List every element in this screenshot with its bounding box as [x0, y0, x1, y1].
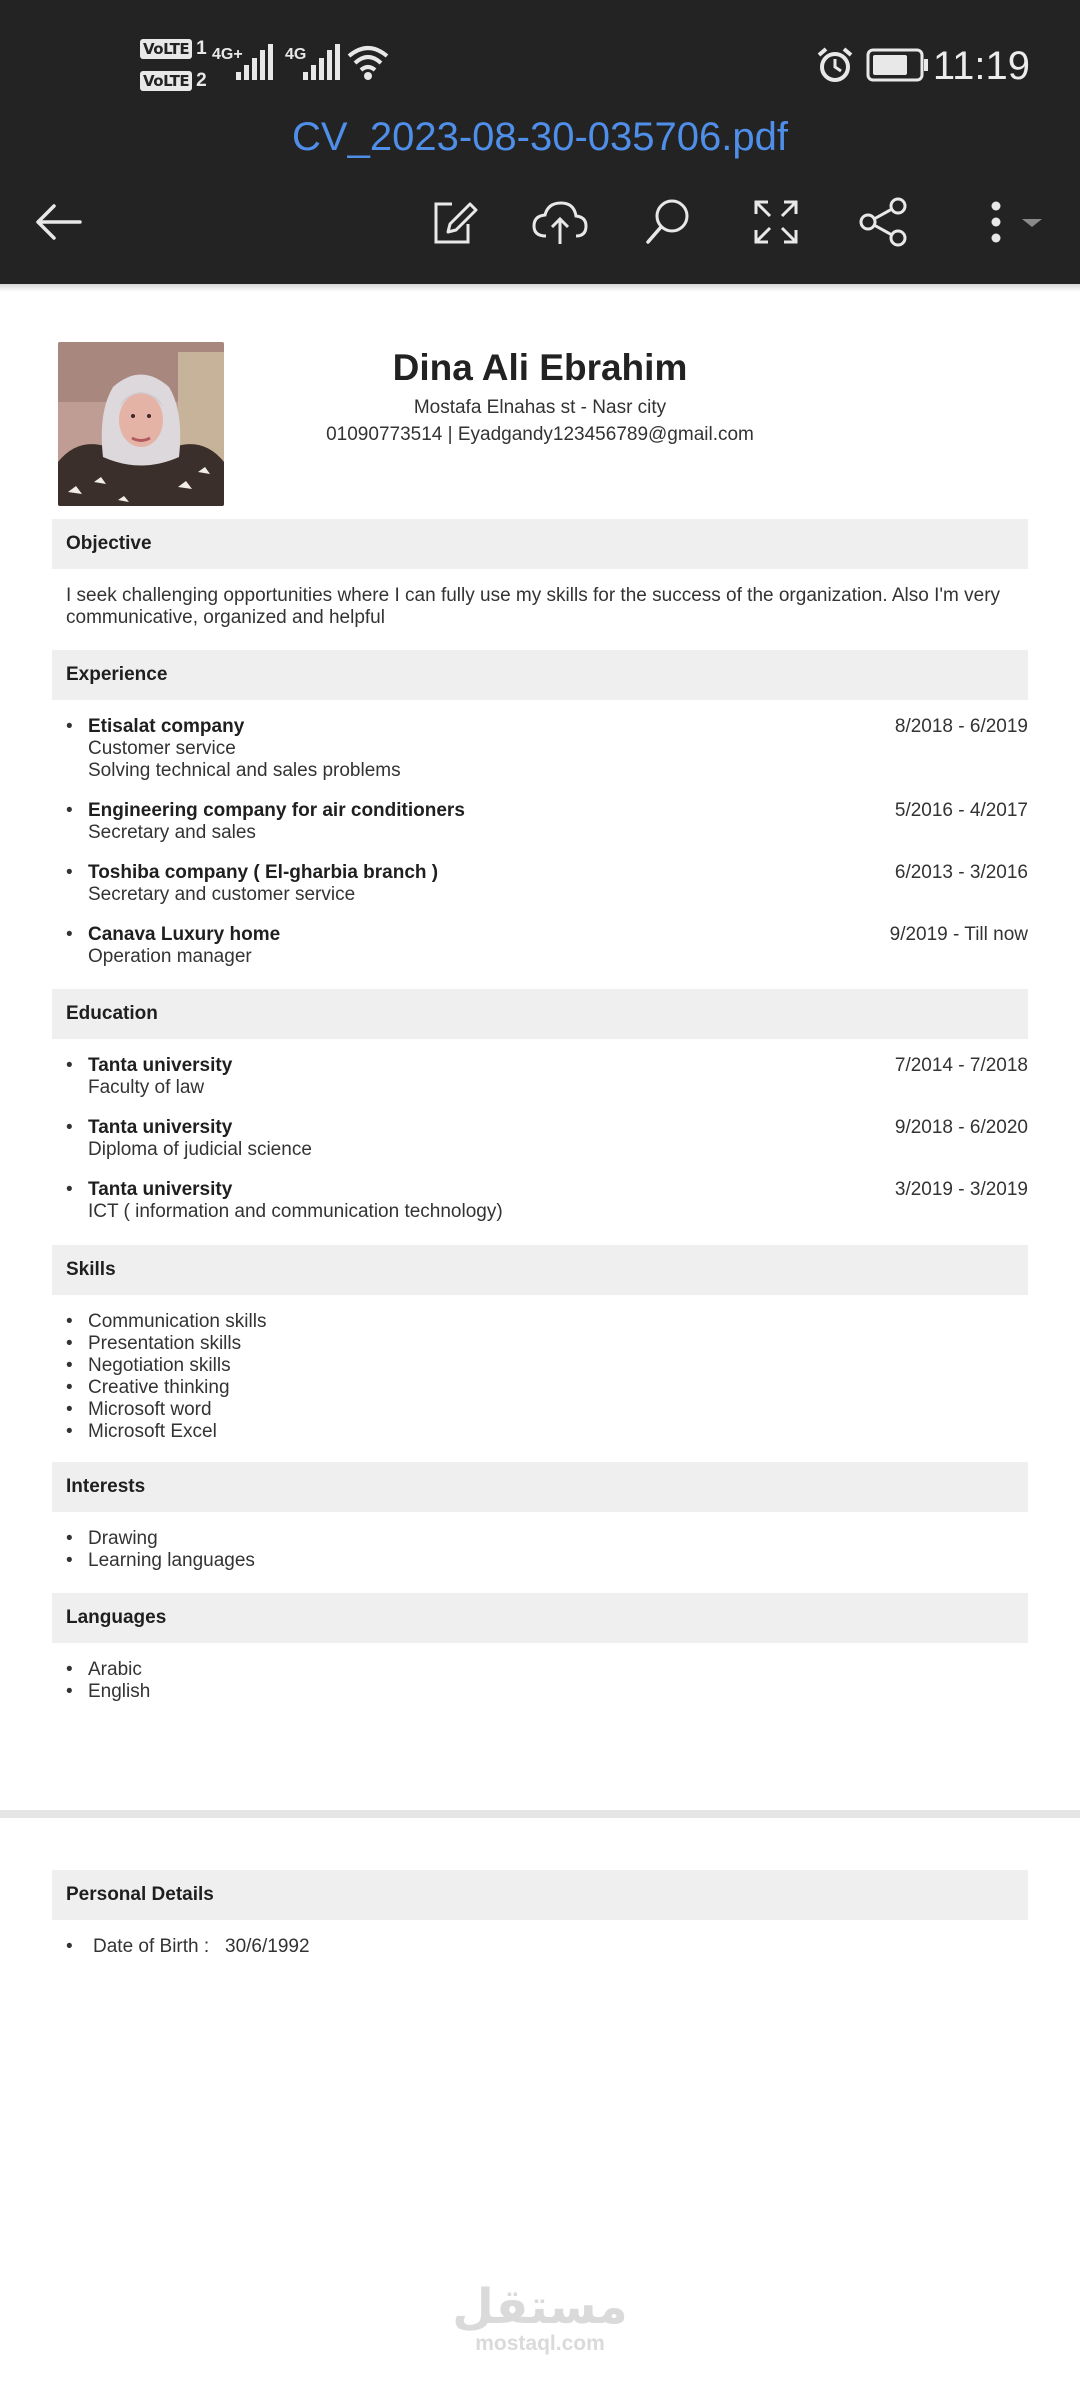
watermark-latin: mostaql.com [475, 2332, 605, 2355]
cv-name: Dina Ali Ebrahim [392, 347, 688, 388]
wifi-icon [346, 42, 390, 82]
bullet: • [66, 1179, 73, 1200]
cloud-upload-icon [530, 194, 590, 250]
bullet: • [66, 716, 73, 737]
section-skills [52, 1245, 1028, 1443]
fullscreen-icon [748, 194, 804, 250]
edit-button[interactable] [422, 190, 486, 254]
education-item [66, 1055, 1028, 1099]
education-item [66, 1179, 1028, 1223]
experience-date: 9/2019 - Till now [889, 924, 1028, 945]
net2-type: 4G [285, 46, 307, 63]
clock: 11:19 [932, 44, 1030, 88]
language-item: • Arabic [66, 1659, 1028, 1681]
education-program: ICT ( information and communication technology) [88, 1201, 503, 1222]
personal-list [52, 1936, 1028, 1958]
sim2-volte-label: VoLTE [140, 71, 192, 91]
education-program: Faculty of law [88, 1077, 205, 1098]
experience-role: Secretary and customer service [88, 884, 356, 905]
education-item [66, 1117, 1028, 1161]
bullet: • [66, 1055, 73, 1076]
skill-item: • Microsoft Excel [66, 1421, 1028, 1443]
experience-org: Etisalat company [88, 716, 245, 737]
cv-contact: 01090773514 | Eyadgandy123456789@gmail.com [326, 424, 754, 445]
dob-value: 30/6/1992 [225, 1936, 310, 1957]
section-heading: Languages [52, 1593, 1028, 1643]
education-institution: Tanta university [88, 1179, 233, 1200]
share-icon [856, 194, 912, 250]
education-program: Diploma of judicial science [88, 1139, 312, 1160]
education-date: 7/2014 - 7/2018 [894, 1055, 1028, 1076]
cv-header [260, 342, 820, 448]
sim2-slot: 2 [196, 70, 207, 91]
sim2-volte [140, 68, 206, 94]
skill-item: • Microsoft word [66, 1399, 1028, 1421]
section-heading: Education [52, 989, 1028, 1039]
dob-label: Date of Birth : [93, 1936, 210, 1957]
section-personal-details [52, 1870, 1028, 1958]
sim1-slot: 1 [196, 38, 207, 59]
profile-photo [58, 342, 224, 506]
bullet: • [66, 800, 73, 821]
experience-date: 6/2013 - 3/2016 [894, 862, 1028, 883]
status-bar [0, 0, 1080, 120]
app-header [0, 0, 1080, 284]
battery-icon [866, 48, 930, 82]
education-institution: Tanta university [88, 1117, 233, 1138]
more-button[interactable] [960, 190, 1060, 254]
toolbar [0, 190, 1080, 270]
document-title[interactable]: CV_2023-08-30-035706.pdf [292, 115, 788, 159]
education-date: 9/2018 - 6/2020 [894, 1117, 1028, 1138]
sim-indicators [140, 36, 206, 96]
share-button[interactable] [852, 190, 916, 254]
interest-item: • Drawing [66, 1528, 1028, 1550]
dob-item [66, 1936, 1028, 1958]
experience-item [66, 800, 1028, 844]
section-heading: Objective [52, 519, 1028, 569]
section-heading: Skills [52, 1245, 1028, 1295]
languages-list [52, 1659, 1028, 1703]
experience-role: Operation manager [88, 946, 252, 967]
sim1-volte [140, 36, 206, 62]
skill-item: • Negotiation skills [66, 1355, 1028, 1377]
alarm-icon [815, 46, 855, 86]
experience-date: 8/2018 - 6/2019 [894, 716, 1028, 737]
experience-org: Canava Luxury home [88, 924, 281, 945]
section-education [52, 989, 1028, 1223]
edit-icon [426, 194, 482, 250]
net1-type: 4G+ [212, 46, 243, 63]
experience-detail: Solving technical and sales problems [88, 760, 401, 781]
experience-org: Engineering company for air conditioners [88, 800, 465, 821]
watermark-arabic: مستقل [452, 2279, 628, 2335]
experience-item [66, 862, 1028, 906]
section-interests [52, 1462, 1028, 1572]
search-icon [640, 194, 696, 250]
experience-item [66, 924, 1028, 968]
cv-address: Mostafa Elnahas st - Nasr city [413, 397, 667, 418]
experience-role: Customer service [88, 738, 236, 759]
language-item: • English [66, 1681, 1028, 1703]
fullscreen-button[interactable] [744, 190, 808, 254]
section-heading: Interests [52, 1462, 1028, 1512]
section-experience [52, 650, 1028, 968]
back-button[interactable] [26, 190, 90, 254]
header-shadow [0, 284, 1080, 292]
skill-item: • Communication skills [66, 1311, 1028, 1333]
section-heading: Experience [52, 650, 1028, 700]
section-heading: Personal Details [52, 1870, 1028, 1920]
experience-role: Secretary and sales [88, 822, 256, 843]
skills-list [52, 1311, 1028, 1443]
experience-org: Toshiba company ( El-gharbia branch ) [88, 862, 439, 883]
education-date: 3/2019 - 3/2019 [894, 1179, 1028, 1200]
upload-button[interactable] [528, 190, 592, 254]
more-icon [960, 194, 1060, 250]
bullet: • [66, 1117, 73, 1138]
section-objective [52, 519, 1028, 629]
experience-date: 5/2016 - 4/2017 [894, 800, 1028, 821]
page-separator [0, 1810, 1080, 1818]
bullet: • [66, 862, 73, 883]
section-languages [52, 1593, 1028, 1703]
sim1-volte-label: VoLTE [140, 39, 192, 59]
objective-text: I seek challenging opportunities where I can fully use my skills for the success of the organization. Also I'm very communicative, organized and helpful [66, 585, 1001, 628]
back-arrow-icon [30, 194, 86, 250]
watermark [420, 2279, 660, 2356]
skill-item: • Presentation skills [66, 1333, 1028, 1355]
interests-list [52, 1528, 1028, 1572]
bullet: • [66, 924, 73, 945]
skill-item: • Creative thinking [66, 1377, 1028, 1399]
search-button[interactable] [636, 190, 700, 254]
experience-item [66, 716, 1028, 782]
interest-item: • Learning languages [66, 1550, 1028, 1572]
education-institution: Tanta university [88, 1055, 233, 1076]
